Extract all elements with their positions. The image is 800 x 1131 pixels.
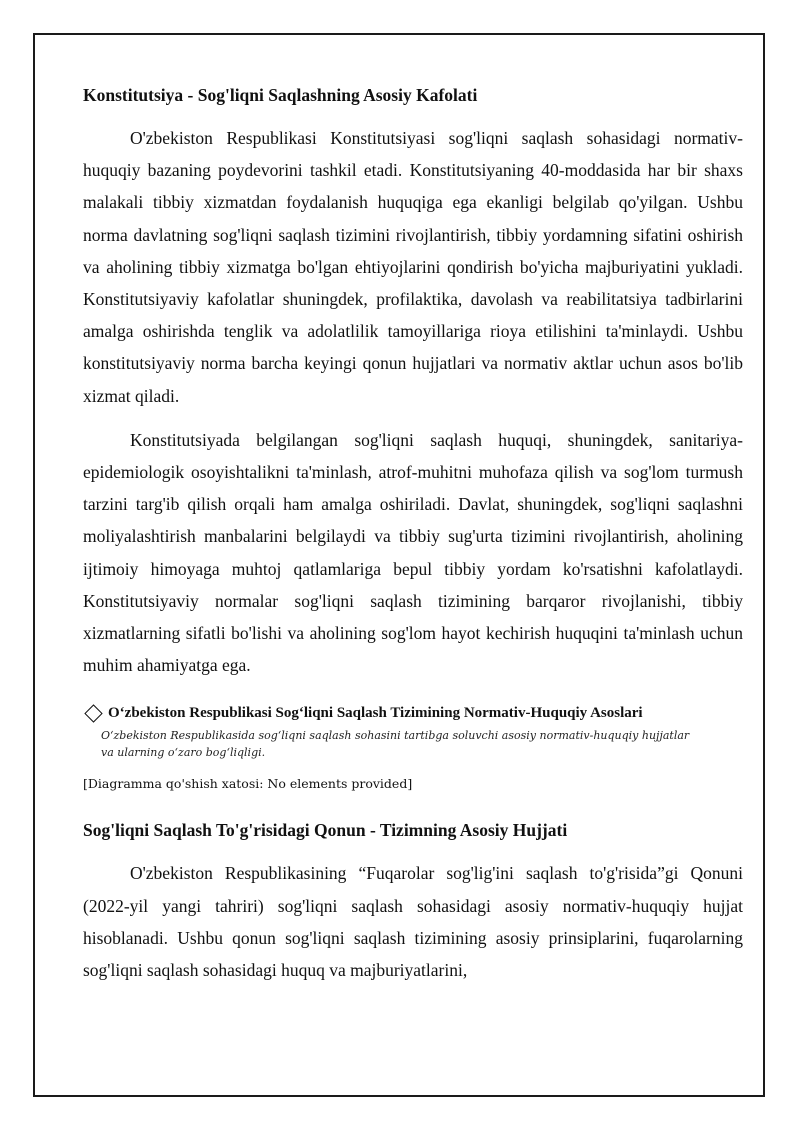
- diagram-caption: [83, 703, 743, 723]
- diagram-title: O‘zbekiston Respublikasi Sog‘liqni Saqlash Tizimining Normativ-Huquqiy Asoslari: [108, 705, 643, 722]
- diamond-icon: [84, 704, 102, 722]
- section-heading-constitution: Konstitutsiya - Sog'liqni Saqlashning Asosiy Kafolati: [83, 85, 478, 105]
- document-body: [83, 84, 743, 998]
- paragraph: Konstitutsiyada belgilangan sog'liqni saqlash huquqi, shuningdek, sanitariya-epidemiologik osoyishtalikni ta'minlash, atrof-muhitni muhofaza qilish va sog'lom turmush tarzini targ'ib qilish orqali ham amalga oshiriladi. Davlat, shuningdek, sog'liqni saqlashni moliyalashtirish manbalarini belgilaydi va tibbiy sug'urta tizimini rivojlantirish, aholining ijtimoiy himoyaga muhtoj qatlamlariga bepul tibbiy yordam ko'rsatishni kafolatlaydi. Konstitutsiyaviy normalar sog'liqni saqlash tizimining barqaror rivojlanishi, tibbiy xizmatlarning sifatli bo'lishi va aholining sog'lom hayot kechirish huquqini ta'minlash uchun muhim ahamiyatga ega.: [83, 429, 743, 676]
- paragraph: O'zbekiston Respublikasi Konstitutsiyasi sog'liqni saqlash sohasidagi normativ-huquqiy bazaning poydevorini tashkil etadi. Konstitutsiyaning 40-moddasida har bir shaxs malakali tibbiy xizmatdan foydalanish huquqiga ega ekanligi belgilab qo'yilgan. Ushbu norma davlatning sog'liqni saqlash tizimini rivojlantirish, tibbiy yordamning sifatini oshirish va aholining tibbiy xizmatga bo'lgan ehtiyojlarini qondirish bo'yicha majburiyatini yukladi. Konstitutsiyaviy kafolatlar shuningdek, profilaktika, davolash va reabilitatsiya tadbirlarini amalga oshirishda tenglik va adolatlilik tamoyillariga rioya etilishini ta'minlaydi. Ushbu konstitutsiyaviy norma barcha keyingi qonun hujjatlari va normativ aktlar uchun asos bo'lib xizmat qiladi.: [83, 128, 743, 406]
- section-heading-law: Sog'liqni Saqlash To'g'risidagi Qonun - Tizimning Asosiy Hujjati: [83, 820, 568, 841]
- diagram-subtitle: O‘zbekiston Respublikasida sog‘liqni saqlash sohasini tartibga soluvchi asosiy normativ-huquqiy hujjatlar va ularning o‘zaro bog‘liqligi.: [101, 729, 690, 760]
- diagram-error-message: [Diagramma qo'shish xatosi: No elements provided]: [83, 776, 413, 792]
- paragraph: O'zbekiston Respublikasining “Fuqarolar sog'lig'ini saqlash to'g'risida”gi Qonuni (2022-yil yangi tahriri) sog'liqni saqlash sohasidagi asosiy normativ-huquqiy hujjat hisoblanadi. Ushbu qonun sog'liqni saqlash tizimining asosiy prinsiplarini, fuqarolarning sog'liqni saqlash sohasidagi huquq va majburiyatlarini,: [83, 863, 743, 981]
